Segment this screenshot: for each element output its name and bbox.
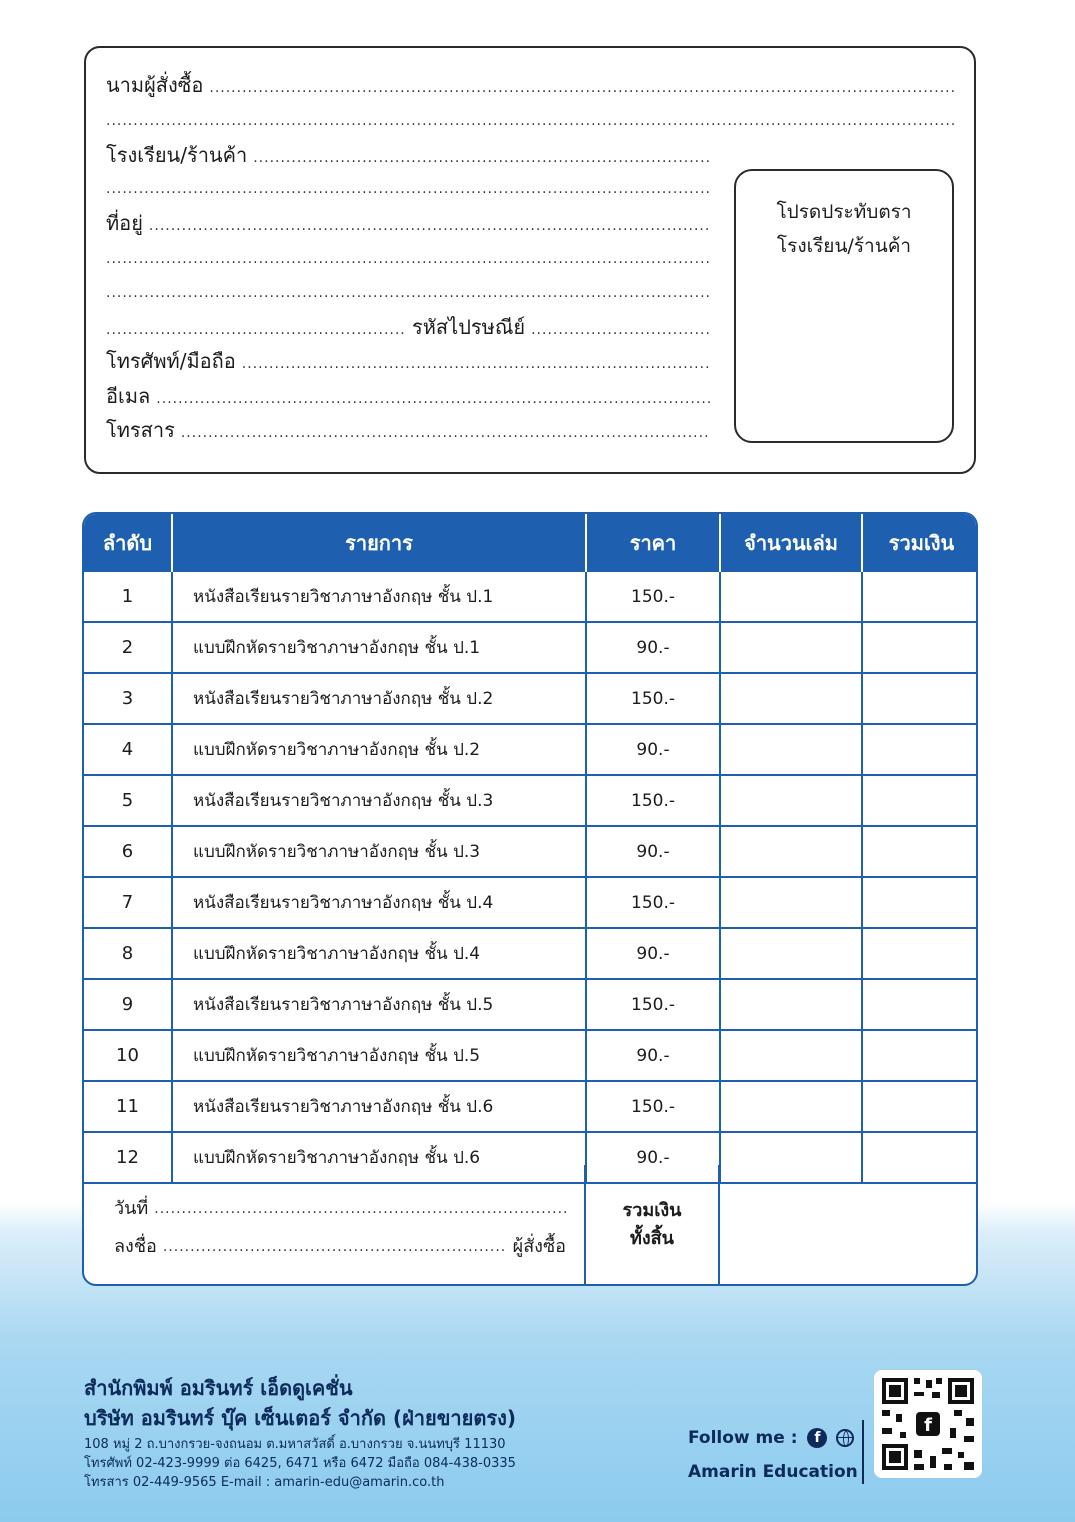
date-label: วันที่ [114, 1198, 149, 1219]
row-no: 8 [84, 928, 172, 979]
dotted-line [106, 278, 710, 308]
row-price: 90.- [586, 1132, 720, 1183]
dotted-line [209, 73, 956, 100]
row-no: 10 [84, 1030, 172, 1081]
row-no: 4 [84, 724, 172, 775]
company-name: บริษัท อมรินทร์ บุ๊ค เซ็นเตอร์ จำกัด (ฝ่ายขายตรง) [84, 1406, 517, 1430]
row-no: 6 [84, 826, 172, 877]
phone-field[interactable] [106, 346, 710, 376]
dotted-line [106, 244, 710, 274]
subtotal-cell[interactable] [862, 673, 978, 724]
address-field[interactable] [106, 208, 710, 238]
row-item: หนังสือเรียนรายวิชาภาษาอังกฤษ ชั้น ป.6 [172, 1081, 586, 1132]
company-fax-email: โทรสาร 02-449-9565 E-mail : amarin-edu@amarin.co.th [84, 1475, 445, 1490]
row-item: แบบฝึกหัดรายวิชาภาษาอังกฤษ ชั้น ป.6 [172, 1132, 586, 1183]
table-footer [84, 1165, 976, 1286]
buyer-name-field[interactable] [106, 70, 956, 100]
subtotal-cell[interactable] [862, 826, 978, 877]
fax-field[interactable] [106, 415, 710, 445]
subtotal-cell[interactable] [862, 724, 978, 775]
row-item: แบบฝึกหัดรายวิชาภาษาอังกฤษ ชั้น ป.5 [172, 1030, 586, 1081]
facebook-icon[interactable]: f [807, 1428, 827, 1448]
company-phone: โทรศัพท์ 02-423-9999 ต่อ 6425, 6471 หรือ 6472 มือถือ 084-438-0335 [84, 1456, 516, 1471]
dotted-line [242, 349, 710, 376]
dotted-line [106, 174, 710, 204]
dotted-line [163, 1233, 507, 1261]
qty-cell[interactable] [720, 622, 862, 673]
stamp-box [734, 169, 954, 443]
header-no: ลำดับ [84, 514, 172, 572]
header-price: ราคา [586, 514, 720, 572]
table-row [84, 1030, 978, 1081]
postal-code-label: รหัสไปรษณีย์ [412, 315, 526, 339]
row-item: แบบฝึกหัดรายวิชาภาษาอังกฤษ ชั้น ป.1 [172, 622, 586, 673]
buyer-suffix: ผู้สั่งซื้อ [512, 1236, 566, 1257]
subtotal-cell[interactable] [862, 572, 978, 622]
address-field-cont[interactable] [106, 278, 710, 308]
row-no: 2 [84, 622, 172, 673]
row-no: 5 [84, 775, 172, 826]
subtotal-cell[interactable] [862, 1030, 978, 1081]
dotted-line [154, 1195, 566, 1223]
sign-label: ลงชื่อ [114, 1236, 157, 1257]
dotted-line [149, 211, 710, 238]
dotted-line [106, 106, 956, 136]
row-price: 90.- [586, 1030, 720, 1081]
table-row [84, 724, 978, 775]
qty-cell[interactable] [720, 1030, 862, 1081]
signature-field[interactable] [114, 1233, 566, 1261]
row-price: 150.- [586, 775, 720, 826]
grand-total-line-2: ทั้งสิ้น [630, 1228, 674, 1249]
row-no: 11 [84, 1081, 172, 1132]
subtotal-cell[interactable] [862, 1081, 978, 1132]
row-price: 150.- [586, 673, 720, 724]
header-item: รายการ [172, 514, 586, 572]
school-shop-field-cont[interactable] [106, 174, 710, 204]
qty-cell[interactable] [720, 572, 862, 622]
order-info-box [84, 46, 976, 474]
row-price: 150.- [586, 877, 720, 928]
row-item: หนังสือเรียนรายวิชาภาษาอังกฤษ ชั้น ป.4 [172, 877, 586, 928]
row-item: แบบฝึกหัดรายวิชาภาษาอังกฤษ ชั้น ป.4 [172, 928, 586, 979]
row-price: 90.- [586, 826, 720, 877]
table-row [84, 979, 978, 1030]
table-row [84, 877, 978, 928]
qty-cell[interactable] [720, 1081, 862, 1132]
row-no: 12 [84, 1132, 172, 1183]
dotted-line [253, 143, 710, 170]
table-row [84, 622, 978, 673]
table-row [84, 572, 978, 622]
follow-label: Follow me : [688, 1428, 798, 1448]
table-header-row [84, 514, 978, 572]
divider [862, 1420, 864, 1484]
table-row [84, 775, 978, 826]
follow-me [688, 1428, 854, 1448]
qty-cell[interactable] [720, 979, 862, 1030]
grand-total-label [586, 1165, 720, 1286]
subtotal-cell[interactable] [862, 979, 978, 1030]
subtotal-cell[interactable] [862, 622, 978, 673]
brand-name: Amarin Education [688, 1462, 858, 1482]
signature-area [84, 1165, 586, 1286]
row-price: 90.- [586, 928, 720, 979]
row-item: หนังสือเรียนรายวิชาภาษาอังกฤษ ชั้น ป.3 [172, 775, 586, 826]
grand-total-line-1: รวมเงิน [622, 1200, 682, 1221]
dotted-line [106, 315, 406, 342]
fax-label: โทรสาร [106, 418, 175, 442]
header-qty: จำนวนเล่ม [720, 514, 862, 572]
row-no: 9 [84, 979, 172, 1030]
row-price: 150.- [586, 572, 720, 622]
address-field-cont[interactable] [106, 244, 710, 274]
qty-cell[interactable] [720, 877, 862, 928]
subtotal-cell[interactable] [862, 775, 978, 826]
address-label: ที่อยู่ [106, 211, 143, 235]
stamp-line-2: โรงเรียน/ร้านค้า [776, 235, 912, 257]
row-item: แบบฝึกหัดรายวิชาภาษาอังกฤษ ชั้น ป.3 [172, 826, 586, 877]
email-label: อีเมล [106, 384, 151, 408]
table-row [84, 673, 978, 724]
school-shop-field[interactable] [106, 140, 710, 170]
row-price: 150.- [586, 1081, 720, 1132]
row-price: 150.- [586, 979, 720, 1030]
email-field[interactable] [106, 381, 710, 411]
qty-cell[interactable] [720, 928, 862, 979]
row-item: หนังสือเรียนรายวิชาภาษาอังกฤษ ชั้น ป.1 [172, 572, 586, 622]
row-no: 1 [84, 572, 172, 622]
subtotal-cell[interactable] [862, 877, 978, 928]
row-item: หนังสือเรียนรายวิชาภาษาอังกฤษ ชั้น ป.2 [172, 673, 586, 724]
order-table [82, 512, 978, 1286]
table-row [84, 826, 978, 877]
header-total: รวมเงิน [862, 514, 978, 572]
postal-code-field[interactable] [106, 312, 710, 342]
dotted-line [181, 418, 710, 445]
svg-text:f: f [924, 1415, 932, 1436]
qty-cell[interactable] [720, 724, 862, 775]
dotted-line [531, 315, 710, 342]
row-item: หนังสือเรียนรายวิชาภาษาอังกฤษ ชั้น ป.5 [172, 979, 586, 1030]
globe-icon[interactable] [836, 1429, 854, 1447]
table-row [84, 1081, 978, 1132]
row-no: 3 [84, 673, 172, 724]
dotted-line [156, 384, 710, 411]
qty-cell[interactable] [720, 775, 862, 826]
row-item: แบบฝึกหัดรายวิชาภาษาอังกฤษ ชั้น ป.2 [172, 724, 586, 775]
date-field[interactable] [114, 1195, 566, 1223]
row-no: 7 [84, 877, 172, 928]
buyer-name-field-cont[interactable] [106, 106, 956, 136]
table-row [84, 928, 978, 979]
row-price: 90.- [586, 622, 720, 673]
buyer-name-label: นามผู้สั่งซื้อ [106, 73, 204, 97]
subtotal-cell[interactable] [862, 928, 978, 979]
phone-label: โทรศัพท์/มือถือ [106, 349, 236, 373]
school-shop-label: โรงเรียน/ร้านค้า [106, 143, 248, 167]
company-address: 108 หมู่ 2 ถ.บางกรวย-จงถนอม ต.มหาสวัสดิ์ อ.บางกรวย จ.นนทบุรี 11130 [84, 1437, 506, 1452]
qty-cell[interactable] [720, 673, 862, 724]
row-price: 90.- [586, 724, 720, 775]
stamp-line-1: โปรดประทับตรา [776, 201, 912, 223]
publisher-info [84, 1373, 516, 1492]
qty-cell[interactable] [720, 826, 862, 877]
qr-code-icon[interactable] [874, 1370, 982, 1478]
publisher-name: สำนักพิมพ์ อมรินทร์ เอ็ดดูเคชั่น [84, 1376, 353, 1400]
